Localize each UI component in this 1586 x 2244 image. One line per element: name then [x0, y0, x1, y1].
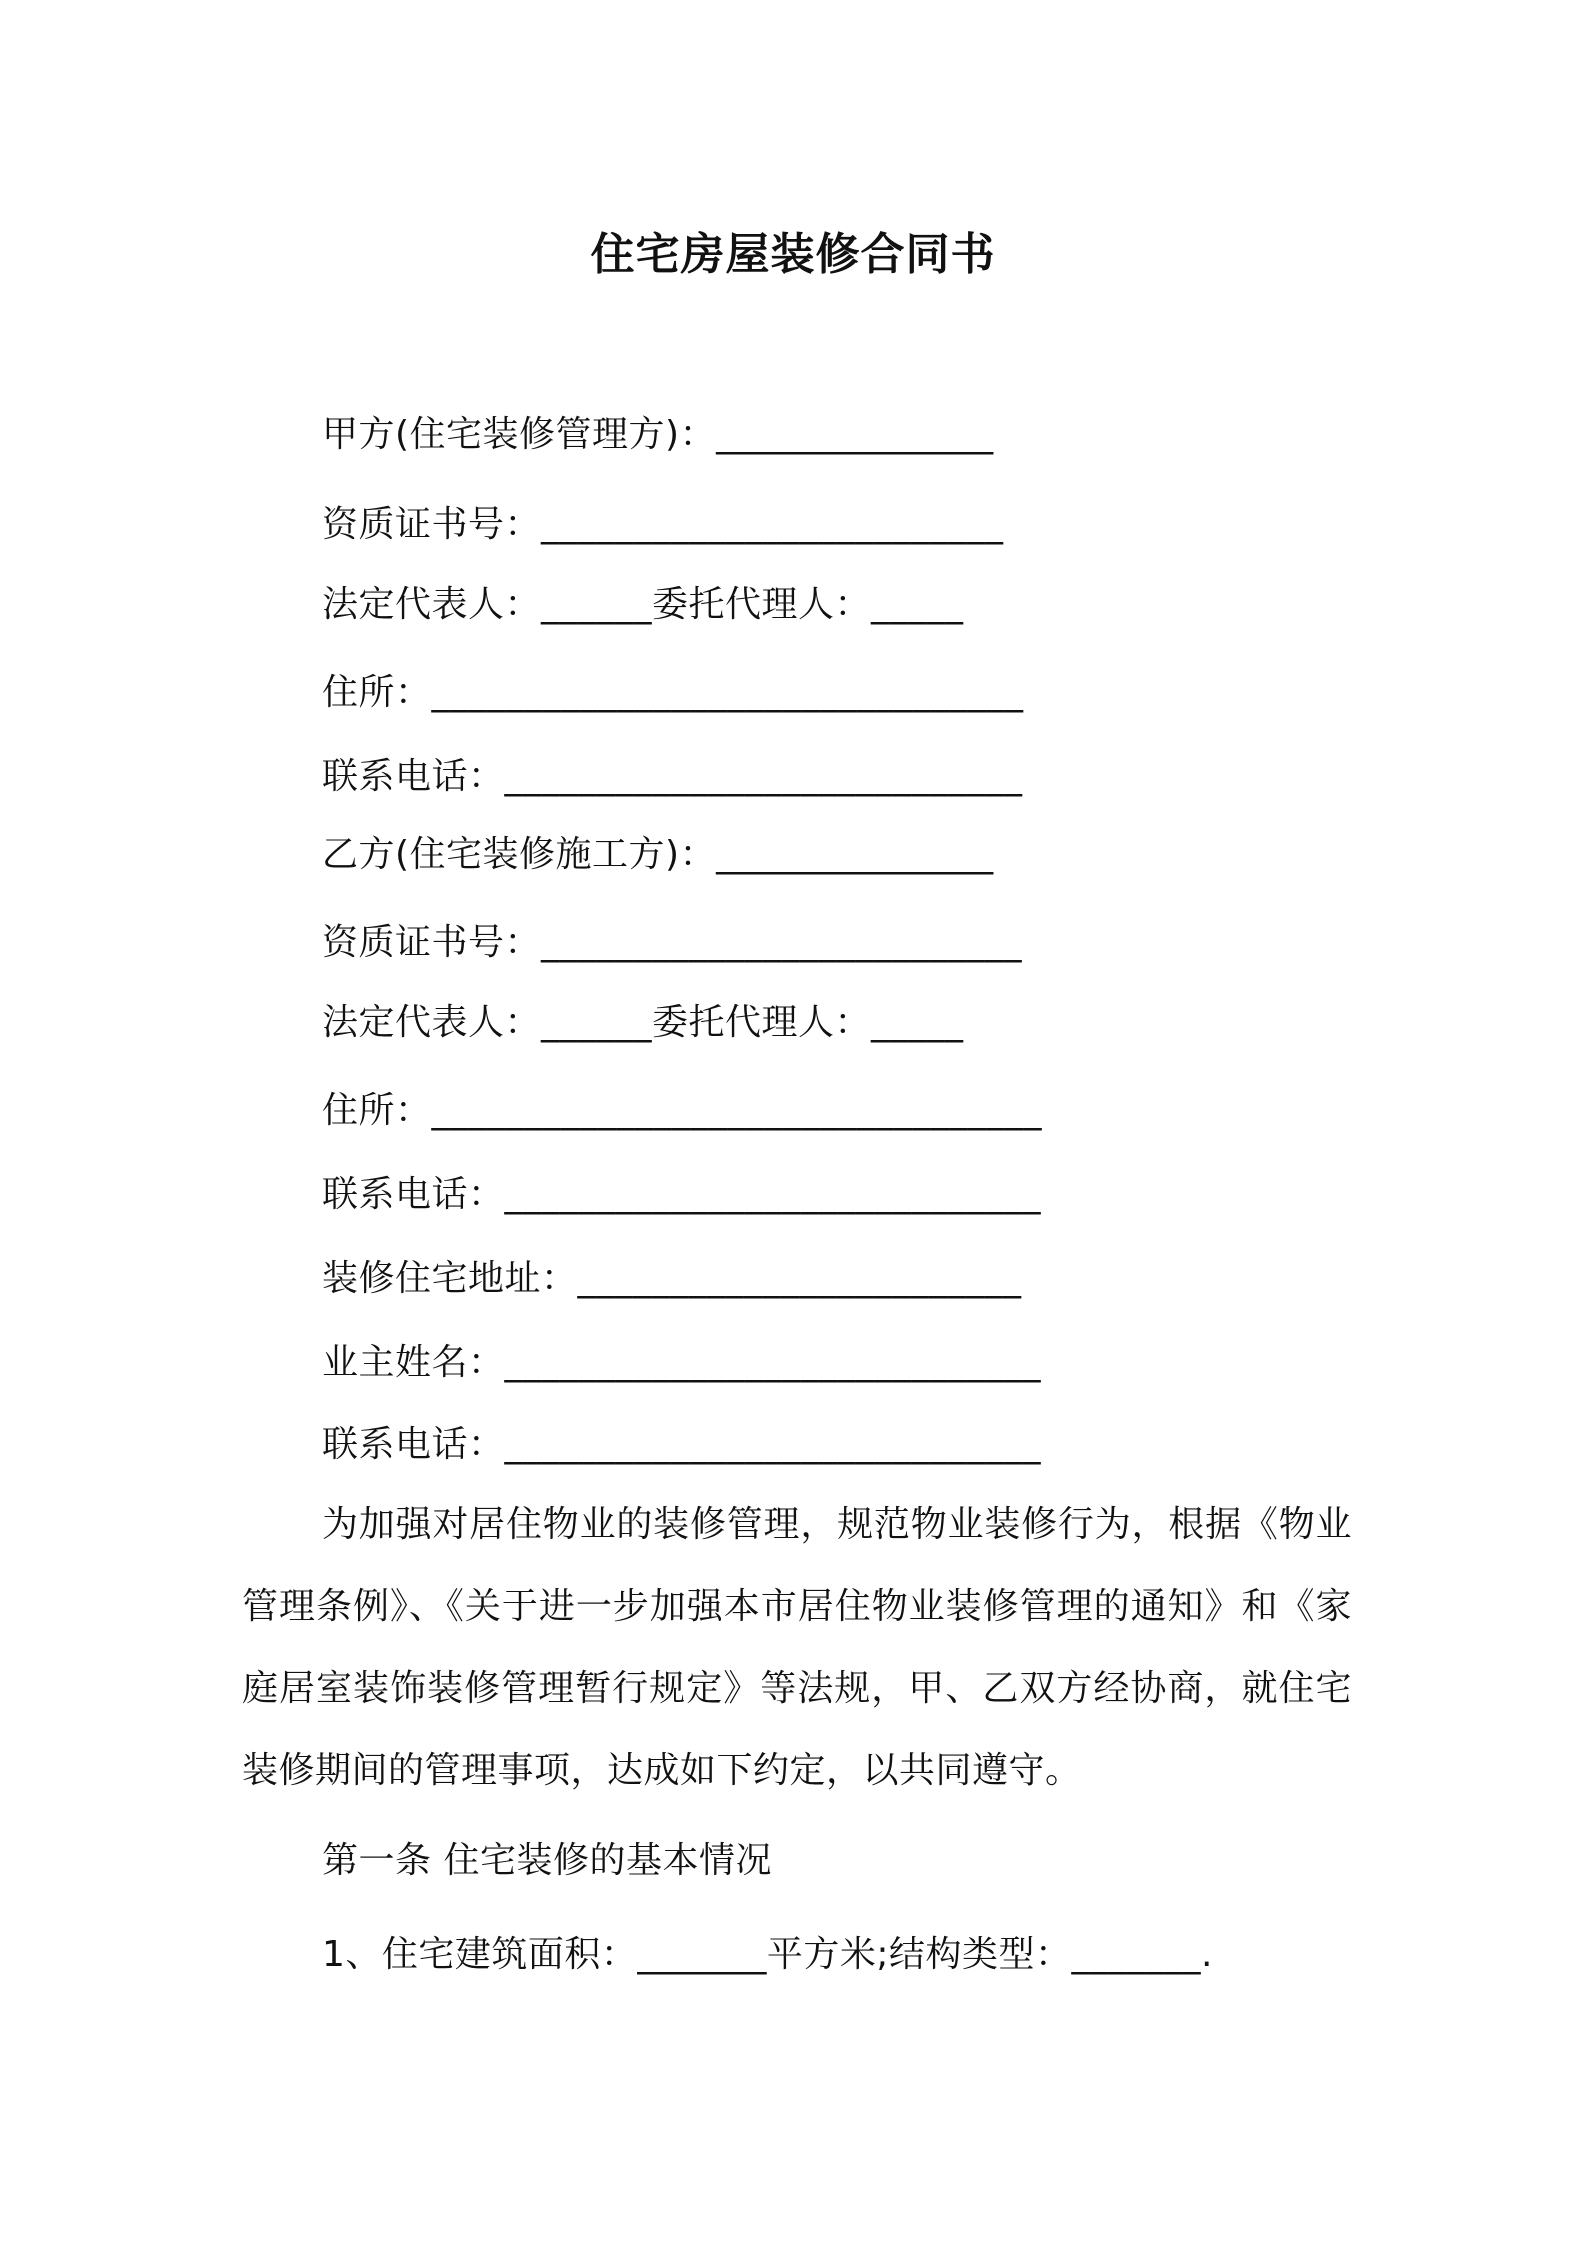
party-b-cert-number: 资质证书号：__________________________: [322, 922, 1023, 963]
party-b-header: 乙方(住宅装修施工方)：_______________: [322, 834, 994, 875]
party-a-address: 住所：________________________________: [322, 672, 1024, 713]
document-title: 住宅房屋装修合同书: [590, 229, 996, 280]
party-a-cert-number: 资质证书号：_________________________: [322, 504, 1004, 545]
article-1-heading: 第一条 住宅装修的基本情况: [322, 1840, 772, 1881]
party-b-address: 住所：_________________________________: [322, 1090, 1043, 1131]
party-b-representatives: 法定代表人：______委托代理人：_____: [322, 1002, 964, 1043]
site-address: 装修住宅地址：________________________: [322, 1258, 1022, 1299]
intro-paragraph: 为加强对居住物业的装修管理，规范物业装修行为，根据《物业管理条例》、《关于进一步加强本市居住物业装修管理的通知》和《家庭居室装饰装修管理暂行规定》等法规，甲、乙双方经协商，就住宅装修期间的管理事项，达成如下约定，以共同遵守。: [242, 1504, 1352, 1791]
article-1-item-1: 1、住宅建筑面积：_______平方米;结构类型：_______.: [322, 1934, 1213, 1975]
owner-phone: 联系电话：_____________________________: [322, 1424, 1042, 1465]
party-b-phone: 联系电话：_____________________________: [322, 1174, 1042, 1215]
party-a-representatives: 法定代表人：______委托代理人：_____: [322, 584, 964, 625]
party-a-phone: 联系电话：____________________________: [322, 756, 1023, 797]
party-a-header: 甲方(住宅装修管理方)：_______________: [322, 414, 994, 455]
owner-name: 业主姓名：_____________________________: [322, 1342, 1042, 1383]
